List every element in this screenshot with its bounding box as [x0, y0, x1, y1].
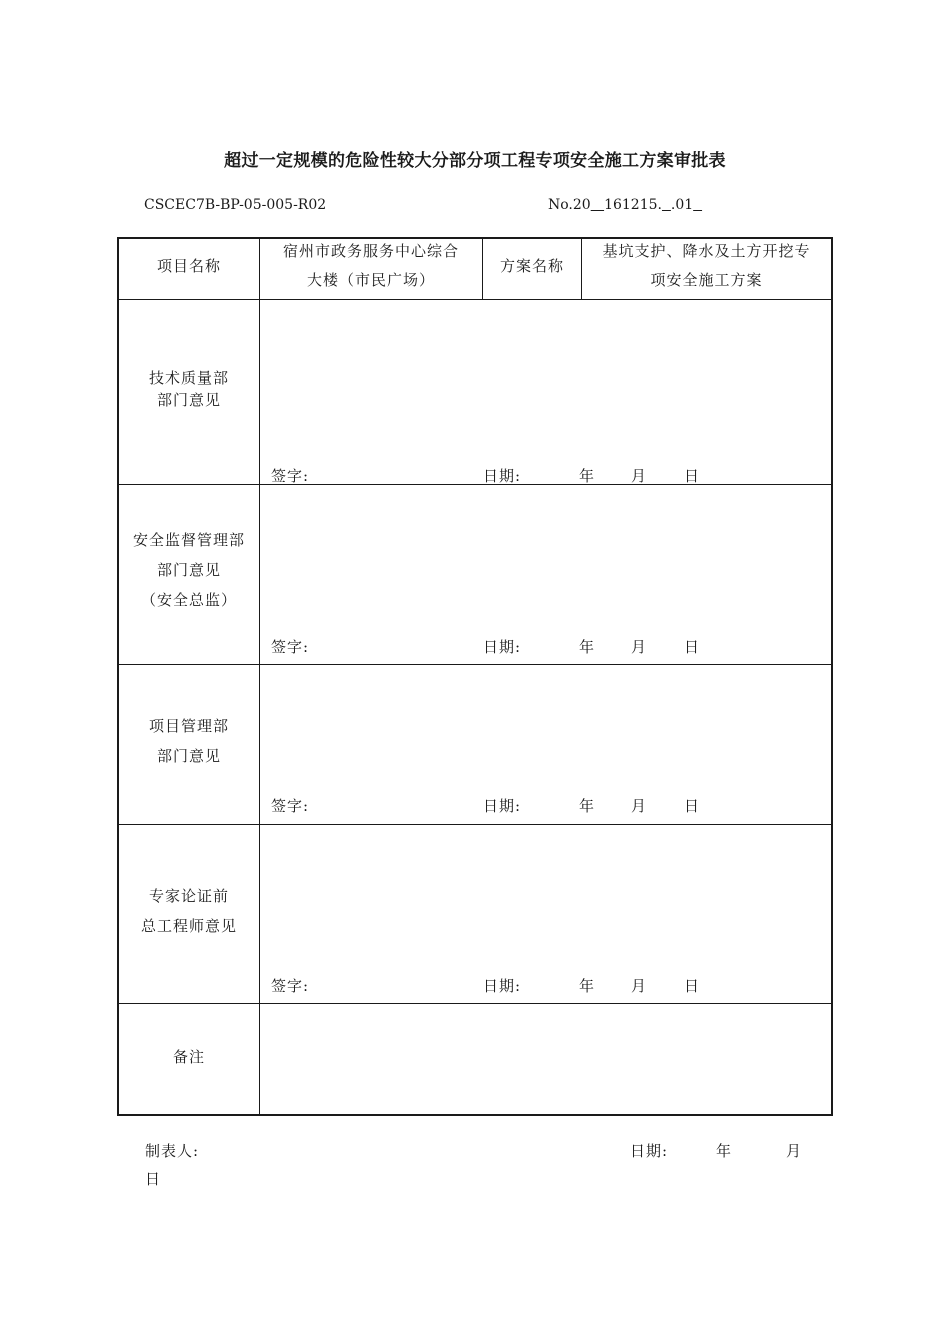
section-label-line: 安全监督管理部 [132, 531, 245, 549]
footer-day-label: 日 [145, 1170, 162, 1188]
footer-date-label: 日期: [630, 1142, 669, 1160]
day-label: 日 [684, 638, 701, 656]
signature-label: 签字: [271, 467, 310, 485]
date-label: 日期: [483, 638, 522, 656]
signature-label: 签字: [271, 977, 310, 995]
section-label-safety [119, 525, 259, 615]
page-title: 超过一定规模的危险性较大分部分项工程专项安全施工方案审批表 [224, 151, 726, 171]
day-label: 日 [684, 467, 701, 485]
section-label-line: 项目管理部 [148, 717, 229, 735]
divider [119, 824, 831, 825]
number-part1: 161215 [604, 197, 658, 213]
signature-label: 签字: [271, 638, 310, 656]
month-label: 月 [631, 638, 648, 656]
maker-label: 制表人: [145, 1142, 200, 1160]
footer-month-label: 月 [786, 1142, 803, 1160]
approval-form [117, 237, 833, 1116]
project-name-value-line2: 大楼（市民广场） [306, 271, 435, 289]
scheme-name-value-line1: 基坑支护、降水及土方开挖专 [602, 242, 811, 260]
section-label-project-management [119, 711, 259, 771]
divider [119, 664, 831, 665]
column-divider [259, 239, 260, 1114]
divider [119, 1003, 831, 1004]
document-number: No.20 161215. .01 [548, 197, 694, 213]
section-label-line: 部门意见 [156, 747, 221, 765]
scheme-name-label: 方案名称 [499, 257, 564, 275]
project-name-label: 项目名称 [156, 257, 221, 275]
signature-label: 签字: [271, 797, 310, 815]
day-label: 日 [684, 977, 701, 995]
divider [119, 299, 831, 300]
year-label: 年 [579, 638, 596, 656]
project-name-value-line1: 宿州市政务服务中心综合 [282, 242, 459, 260]
section-label-line: 总工程师意见 [140, 917, 237, 935]
form-code: CSCEC7B-BP-05-005-R02 [144, 197, 327, 213]
date-label: 日期: [483, 467, 522, 485]
section-label-line: 部门意见 [156, 391, 221, 409]
section-label-line: 专家论证前 [148, 887, 229, 905]
date-label: 日期: [483, 797, 522, 815]
scheme-name-value-line2: 项安全施工方案 [650, 271, 763, 289]
section-label-line: 部门意见 [156, 561, 221, 579]
divider [119, 484, 831, 485]
footer-year-label: 年 [716, 1142, 733, 1160]
section-label-chief-engineer [119, 881, 259, 941]
year-label: 年 [579, 797, 596, 815]
month-label: 月 [631, 797, 648, 815]
number-part2: 01 [675, 197, 694, 213]
number-prefix: No.20 [548, 197, 591, 213]
section-label-line: （安全总监） [140, 591, 237, 609]
date-label: 日期: [483, 977, 522, 995]
section-label-line: 技术质量部 [148, 369, 229, 387]
section-label-tech-quality [119, 367, 259, 411]
day-label: 日 [684, 797, 701, 815]
remarks-label: 备注 [172, 1048, 205, 1066]
month-label: 月 [631, 467, 648, 485]
year-label: 年 [579, 467, 596, 485]
month-label: 月 [631, 977, 648, 995]
year-label: 年 [579, 977, 596, 995]
